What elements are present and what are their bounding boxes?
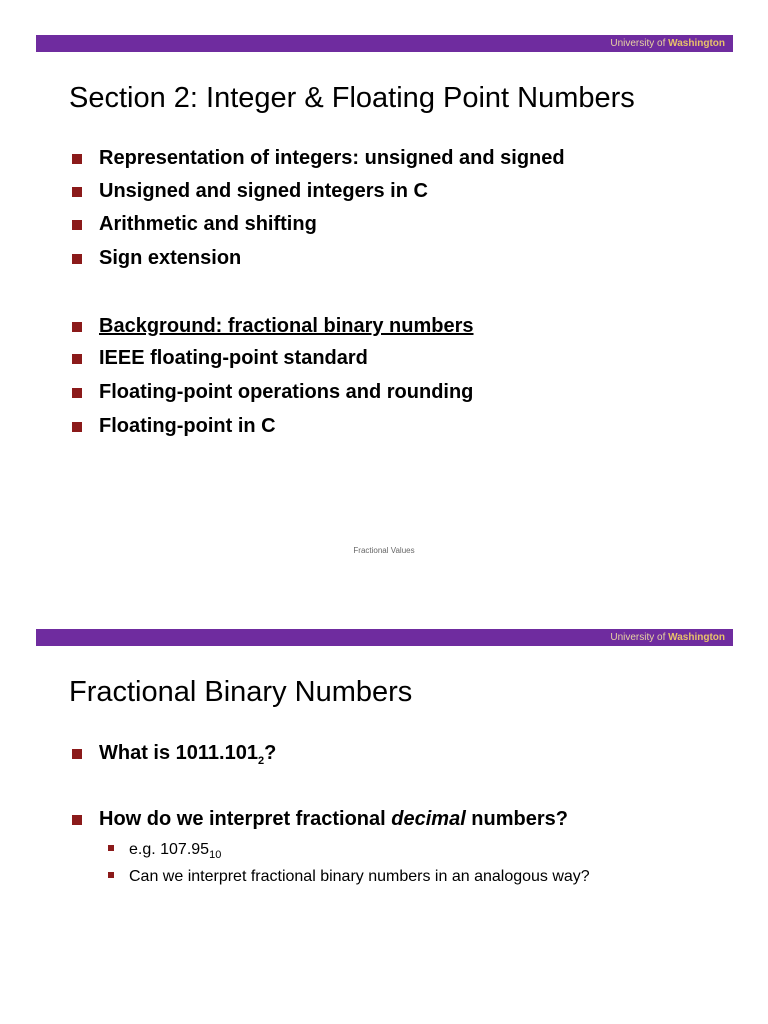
sub-bullet-text: Can we interpret fractional binary numbers in an analogous way? — [129, 868, 590, 885]
header-washington: Washington — [668, 632, 725, 643]
square-bullet-icon — [72, 254, 82, 264]
slide-2 — [0, 594, 768, 1024]
sub-bullet-text — [129, 840, 221, 860]
small-square-bullet-icon — [108, 872, 114, 878]
square-bullet-icon — [72, 220, 82, 230]
header-university: University of — [610, 38, 669, 49]
question-mark: ? — [264, 742, 277, 764]
bullet-text: Floating-point in C — [99, 415, 276, 437]
slide-title: Section 2: Integer & Floating Point Numbers — [69, 82, 635, 114]
square-bullet-icon — [72, 187, 82, 197]
question-text-end: numbers? — [465, 808, 568, 830]
emphasis-text: decimal — [391, 808, 466, 830]
square-bullet-icon — [72, 154, 82, 164]
uw-header-bar — [36, 35, 733, 52]
square-bullet-icon — [72, 388, 82, 398]
slide-title: Fractional Binary Numbers — [69, 676, 413, 708]
square-bullet-icon — [72, 322, 82, 332]
square-bullet-icon — [72, 422, 82, 432]
bullet-text: IEEE floating-point standard — [99, 347, 368, 369]
bullet-text: Representation of integers: unsigned and signed — [99, 147, 565, 169]
base-subscript: 2 — [257, 755, 265, 767]
question-text: What is 1011.101 — [99, 742, 258, 764]
bullet-text — [99, 741, 276, 765]
bullet-text-current: Background: fractional binary numbers — [99, 315, 474, 337]
uw-header-bar — [36, 629, 733, 646]
square-bullet-icon — [72, 749, 82, 759]
bullet-text: Floating-point operations and rounding — [99, 381, 474, 403]
square-bullet-icon — [72, 354, 82, 364]
bullet-text: Arithmetic and shifting — [99, 213, 317, 235]
example-number: e.g. 107.95 — [129, 841, 210, 858]
small-square-bullet-icon — [108, 845, 114, 851]
bullet-text: Sign extension — [99, 247, 242, 269]
header-washington: Washington — [668, 38, 725, 49]
bullet-text: Unsigned and signed integers in C — [99, 180, 428, 202]
header-university: University of — [610, 632, 669, 643]
bullet-text — [99, 807, 568, 831]
base-subscript: 10 — [209, 849, 222, 862]
slide-footer: Fractional Values — [353, 546, 415, 555]
question-text: How do we interpret fractional — [99, 808, 392, 830]
square-bullet-icon — [72, 815, 82, 825]
